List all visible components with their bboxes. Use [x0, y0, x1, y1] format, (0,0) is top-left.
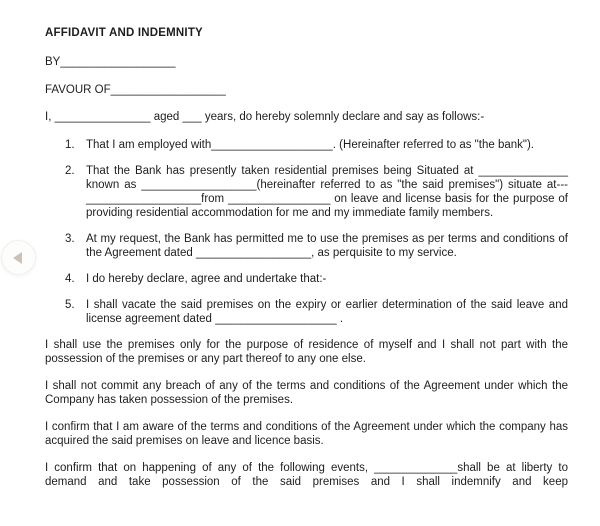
item-text: That I am employed with___________________. (Hereinafter referred to as "the bank"). [86, 138, 534, 151]
document-title: AFFIDAVIT AND INDEMNITY [45, 27, 203, 39]
paragraph-aware-of-terms: I confirm that I am aware of the terms and conditions of the Agreement under which the company has acquired the said premises on leave and licence basis. [45, 420, 568, 447]
item-text: I do hereby declare, agree and undertake that:- [86, 272, 327, 285]
item-text: That the Bank has presently taken residential premises being Situated at ______________ known as __________________(hereinafter referred to as "the said premises") situate at---__________________from ________________ on leave and license basis for the purpose of providing residential accommodation for me and my immediate family members. [86, 164, 568, 219]
numbered-item-2 [65, 164, 568, 220]
item-number: 1. [65, 138, 75, 151]
numbered-item-4 [65, 272, 568, 286]
declaration-intro: I, _______________ aged ___ years, do hereby solemnly declare and say as follows:- [45, 111, 485, 123]
by-line: BY__________________ [45, 56, 176, 68]
numbered-item-1 [65, 138, 568, 152]
item-number: 3. [65, 232, 75, 245]
paragraph-confirm-events: I confirm that on happening of any of the following events, _____________shall be at liberty to demand and take possession of the said premises and I shall indemnify and keep [45, 461, 568, 488]
numbered-item-3 [65, 232, 568, 260]
item-text: I shall vacate the said premises on the expiry or earlier determination of the said leave and license agreement dated ___________________ . [86, 298, 568, 325]
carousel-prev-button[interactable] [1, 240, 36, 275]
item-number: 4. [65, 272, 75, 285]
numbered-item-5 [65, 298, 568, 326]
paragraph-use-of-premises: I shall use the premises only for the purpose of residence of myself and I shall not part with the possession of the premises or any part thereof to any one else. [45, 338, 568, 365]
favour-of-line: FAVOUR OF__________________ [45, 83, 226, 96]
item-number: 2. [65, 164, 75, 177]
item-number: 5. [65, 298, 75, 311]
left-arrow-icon [13, 252, 22, 264]
item-text: At my request, the Bank has permitted me to use the premises as per terms and conditions of the Agreement dated __________________, as perquisite to my service. [86, 232, 568, 259]
paragraph-no-breach: I shall not commit any breach of any of the terms and conditions of the Agreement under which the Company has taken possession of the premises. [45, 379, 568, 406]
